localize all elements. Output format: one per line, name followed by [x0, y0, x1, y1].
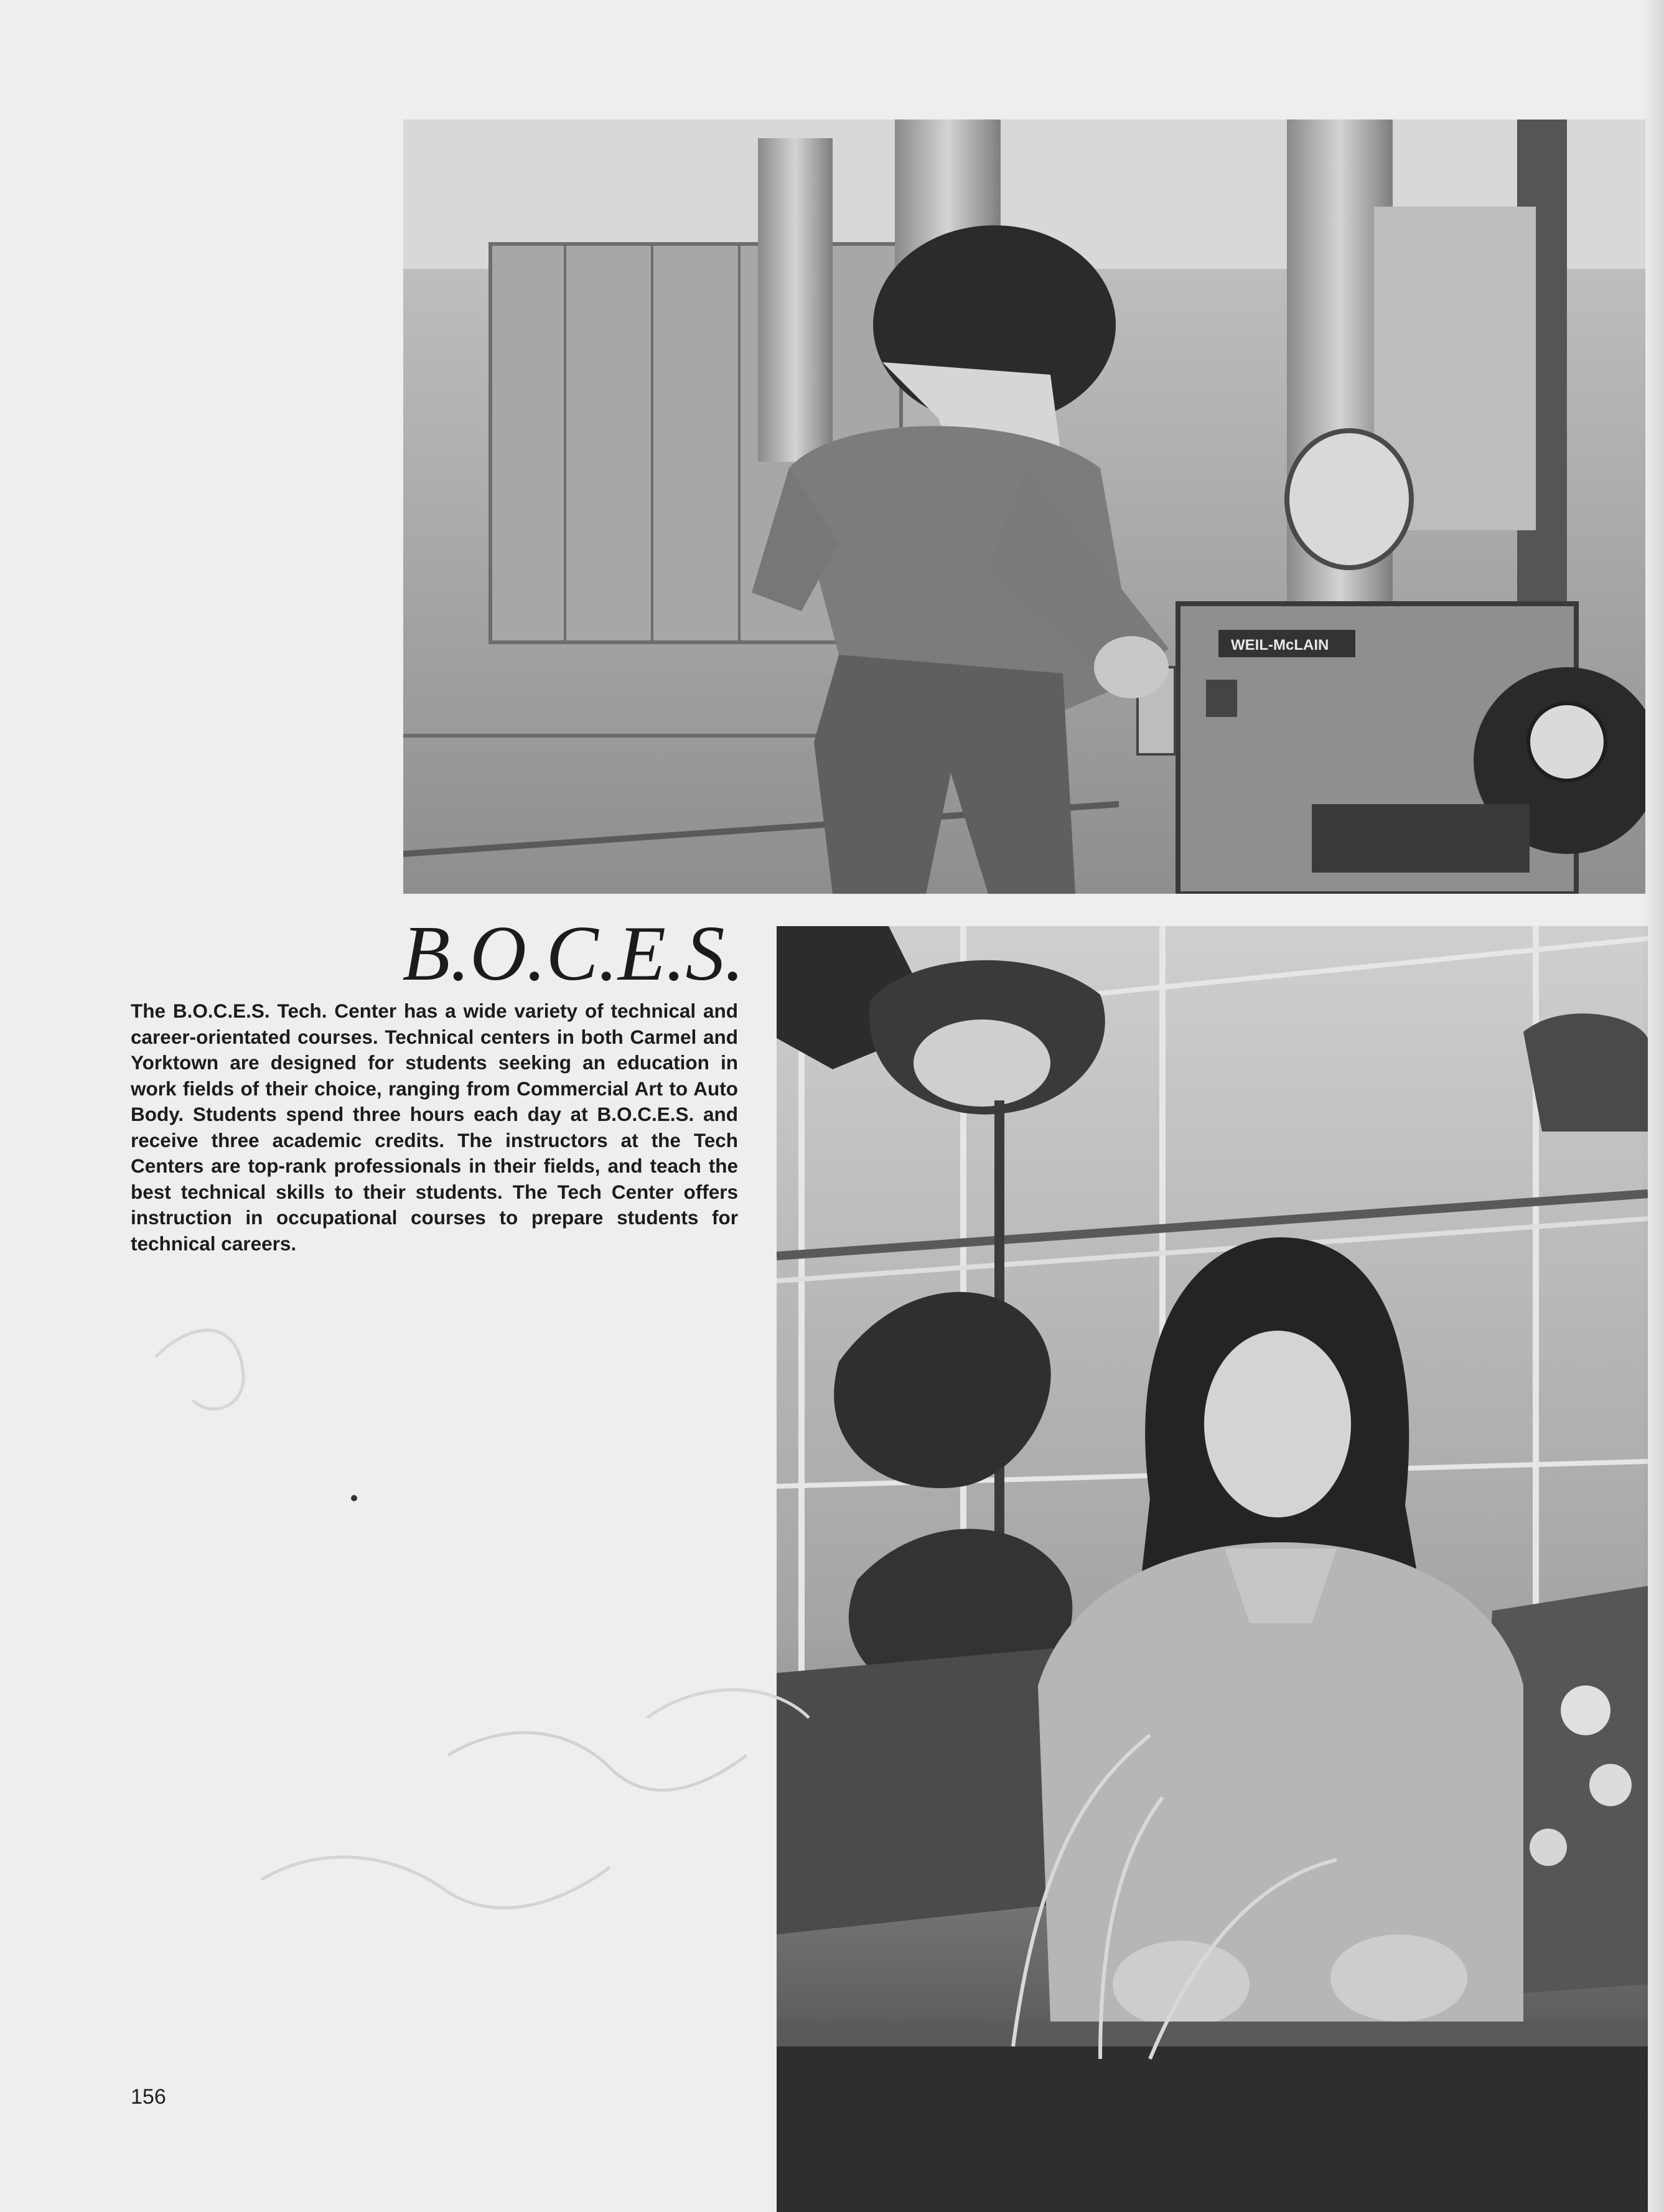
page-edge-shadow — [1642, 0, 1664, 2212]
page-title: B.O.C.E.S. — [402, 911, 744, 997]
boiler-label: WEIL-McLAIN — [1231, 637, 1329, 654]
ink-dot — [351, 1495, 357, 1501]
article-body: The B.O.C.E.S. Tech. Center has a wide variety of technical and career-orientated courses. Technical centers in both Carmel and Yorktown are designed for students seeking an education in work fields of their choice, ranging from Commercial Art to Auto Body. Students spend three hours each day at B.O.C.E.S. and receive three academic credits. The instructors at the Tech Centers are top-rank professionals in their fields, and teach the best technical skills to their students. The Tech Center offers instruction in occupational courses to prepare students for technical careers. — [131, 1000, 738, 1255]
page-number: 156 — [131, 2085, 166, 2109]
boiler-room-photo — [403, 120, 1645, 894]
greenhouse-photo-image — [777, 926, 1648, 2212]
boiler-room-photo-image — [403, 120, 1645, 894]
greenhouse-photo — [777, 926, 1648, 2212]
